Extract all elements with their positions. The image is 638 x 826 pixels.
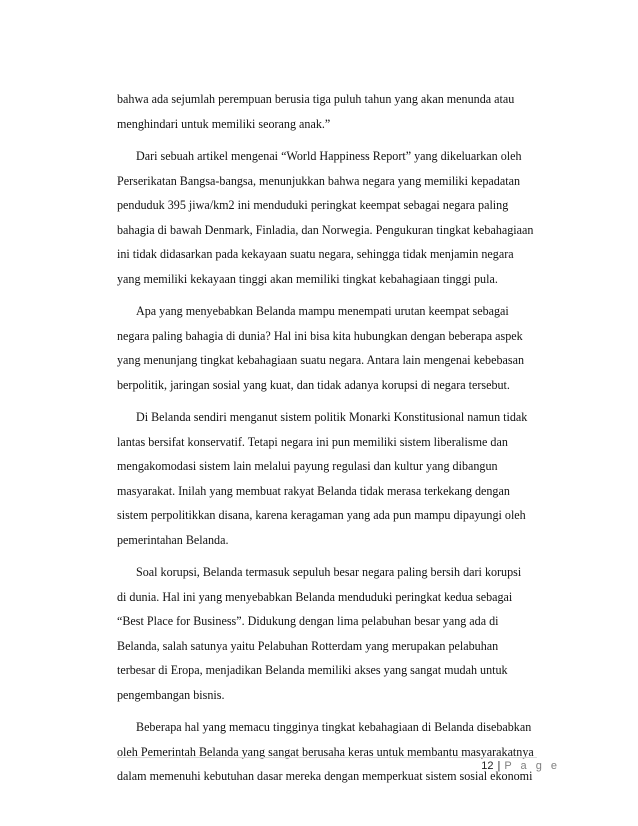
- document-body: [117, 87, 537, 797]
- text-line: negara paling bahagia di dunia? Hal ini bisa kita hubungkan dengan beberapa aspek: [117, 328, 523, 343]
- paragraph-continuation: [117, 87, 537, 136]
- text-line: Belanda, salah satunya yaitu Pelabuhan Rotterdam yang merupakan pelabuhan: [117, 638, 499, 653]
- text-line: mengakomodasi sistem lain melalui payung regulasi dan kultur yang dibangun: [117, 459, 498, 473]
- text-line: sistem perpolitikkan disana, karena keragaman yang ada pun mampu dipayungi oleh: [117, 508, 526, 522]
- footer-separator: |: [497, 760, 501, 772]
- text-line: Beberapa hal yang memacu tingginya tingkat kebahagiaan di Belanda disebabkan: [136, 720, 532, 734]
- text-line: masyarakat. Inilah yang membuat rakyat Belanda tidak merasa terkekang dengan: [117, 483, 510, 498]
- text-line: menghindari untuk memiliki seorang anak.”: [117, 116, 331, 131]
- page-label: P a g e: [504, 760, 560, 772]
- text-line: lantas bersifat konservatif. Tetapi negara ini pun memiliki sistem liberalisme dan: [117, 434, 508, 449]
- paragraph-world-happiness-report: [117, 144, 537, 291]
- text-line: bahwa ada sejumlah perempuan berusia tiga puluh tahun yang akan menunda atau: [117, 92, 515, 106]
- text-line: yang memiliki kekayaan tinggi akan memiliki tingkat kebahagiaan tinggi pula.: [117, 271, 498, 286]
- text-line: Soal korupsi, Belanda termasuk sepuluh besar negara paling bersih dari korupsi: [136, 565, 522, 579]
- paragraph-government: [117, 715, 537, 789]
- paragraph-politics: [117, 405, 537, 552]
- page-number: 12: [481, 760, 494, 772]
- text-line: penduduk 395 jiwa/km2 ini menduduki peringkat keempat sebagai negara paling: [117, 198, 509, 212]
- text-line: berpolitik, jaringan sosial yang kuat, dan tidak adanya korupsi di negara tersebut.: [117, 377, 510, 392]
- text-line: Dari sebuah artikel mengenai “World Happiness Report” yang dikeluarkan oleh: [136, 149, 522, 163]
- text-line: “Best Place for Business”. Didukung dengan lima pelabuhan besar yang ada di: [117, 614, 499, 628]
- text-line: dalam memenuhi kebutuhan dasar mereka dengan memperkuat sistem sosial ekonomi: [117, 769, 533, 783]
- paragraph-corruption: [117, 560, 537, 707]
- text-line: terbesar di Eropa, menjadikan Belanda memiliki akses yang sangat mudah untuk: [117, 663, 508, 677]
- text-line: Di Belanda sendiri menganut sistem politik Monarki Konstitusional namun tidak: [136, 410, 528, 424]
- text-line: pemerintahan Belanda.: [117, 532, 229, 547]
- text-line: yang menunjang tingkat kebahagiaan suatu negara. Antara lain mengenai kebebasan: [117, 353, 525, 367]
- text-line: bahagia di bawah Denmark, Finladia, dan Norwegia. Pengukuran tingkat kebahagiaan: [117, 222, 534, 237]
- footer-divider: [117, 757, 537, 758]
- text-line: oleh Pemerintah Belanda yang sangat berusaha keras untuk membantu masyarakatnya: [117, 744, 534, 759]
- page-footer: [481, 760, 560, 772]
- text-line: di dunia. Hal ini yang menyebabkan Belanda menduduki peringkat kedua sebagai: [117, 589, 513, 604]
- paragraph-aspects: [117, 299, 537, 397]
- text-line: ini tidak didasarkan pada kekayaan suatu negara, sehingga tidak menjamin negara: [117, 247, 514, 261]
- text-line: Apa yang menyebabkan Belanda mampu menempati urutan keempat sebagai: [136, 304, 509, 318]
- text-line: pengembangan bisnis.: [117, 687, 225, 702]
- text-line: Perserikatan Bangsa-bangsa, menunjukkan bahwa negara yang memiliki kepadatan: [117, 173, 520, 188]
